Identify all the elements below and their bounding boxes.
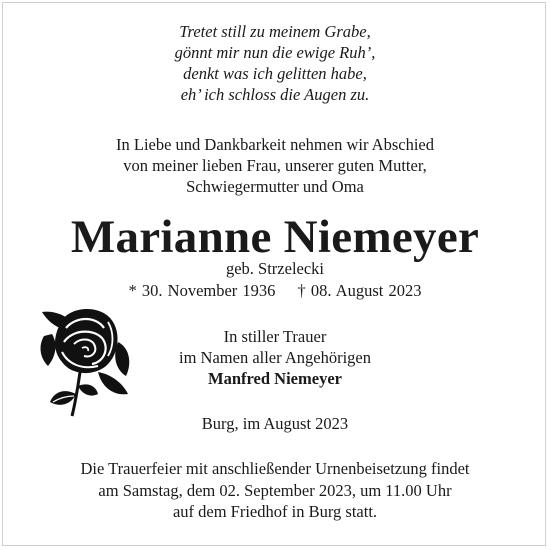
farewell-intro [0,134,550,197]
death-date: † 08. August 2023 [297,281,422,300]
mourning-block [0,326,550,389]
service-line: auf dem Friedhof in Burg statt. [172,502,378,521]
place-date: Burg, im August 2023 [201,414,349,433]
poem-line: denkt was ich gelitten habe, [183,64,367,83]
poem-line: eh’ ich schloss die Augen zu. [180,85,370,104]
deceased-name: Marianne Niemeyer [70,211,480,263]
life-dates [0,280,550,302]
mourning-line: im Namen aller Angehörigen [179,348,371,367]
service-line: am Samstag, dem 02. September 2023, um 11.00 Uhr [98,480,452,500]
poem [0,21,550,105]
birth-date: * 30. November 1936 [128,281,276,300]
poem-line: gönnt mir nun die ewige Ruh’, [174,43,376,62]
signatory-name: Manfred Niemeyer [208,369,342,388]
poem-line: Tretet still zu meinem Grabe, [179,22,371,41]
intro-line: In Liebe und Dankbarkeit nehmen wir Abschied [116,135,434,154]
intro-line: Schwiegermutter und Oma [186,177,364,196]
service-line: Die Trauerfeier mit anschließender Urnenbeisetzung findet [80,459,470,478]
intro-line: von meiner lieben Frau, unserer guten Mutter, [123,156,427,175]
mourning-line: In stiller Trauer [223,327,327,346]
funeral-service-info [0,458,550,523]
birth-name: geb. Strzelecki [225,259,325,278]
